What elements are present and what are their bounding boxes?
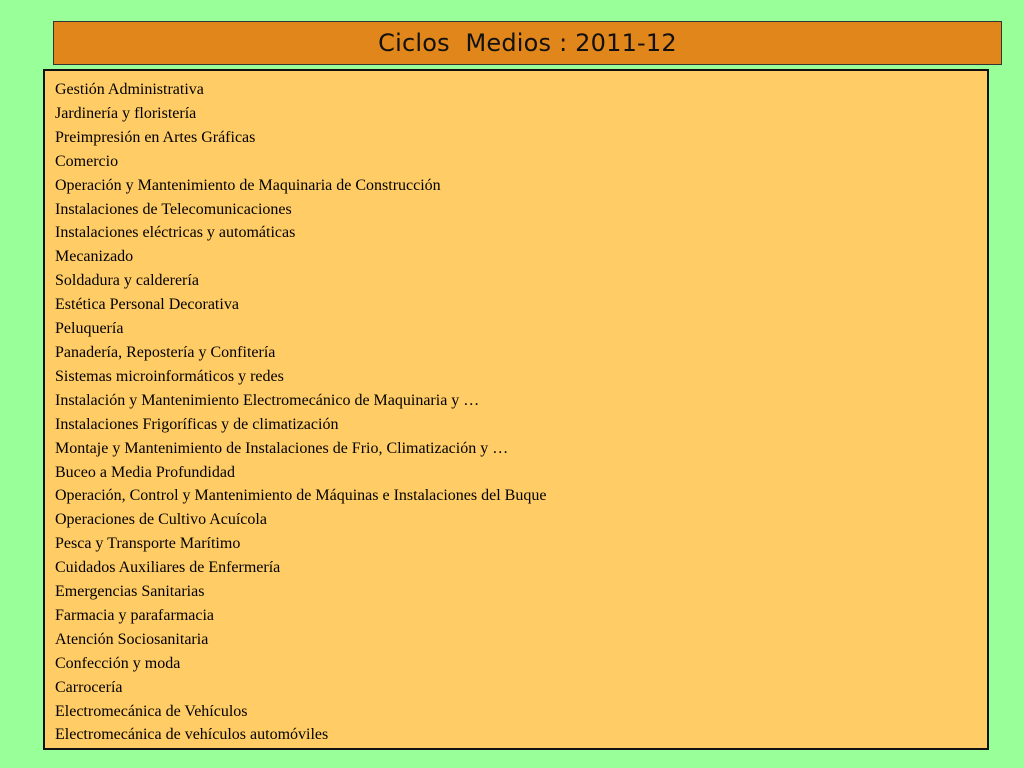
list-item: Farmacia y parafarmacia: [55, 606, 215, 624]
list-item: Pesca y Transporte Marítimo: [55, 535, 241, 553]
list-item: Mecanizado: [55, 248, 134, 266]
list-item: Comercio: [55, 152, 119, 170]
list-item: Instalaciones Frigoríficas y de climatización: [55, 415, 339, 433]
course-list-panel: [43, 69, 989, 750]
list-item: Estética Personal Decorativa: [55, 296, 239, 314]
list-item: Panadería, Repostería y Confitería: [55, 343, 276, 361]
list-item: Gestión Administrativa: [55, 81, 204, 98]
list-item: Preimpresión en Artes Gráficas: [55, 128, 256, 146]
list-item: Atención Sociosanitaria: [55, 630, 209, 648]
course-list: [55, 78, 987, 747]
list-item: Montaje y Mantenimiento de Instalaciones de Frio, Climatización y …: [55, 439, 509, 457]
list-item: Electromecánica de vehículos automóviles: [55, 726, 329, 744]
list-item: Soldadura y calderería: [55, 272, 199, 290]
list-item: Operaciones de Cultivo Acuícola: [55, 511, 267, 529]
list-item: Instalación y Mantenimiento Electromecánico de Maquinaria y …: [55, 391, 480, 409]
list-item: Emergencias Sanitarias: [55, 583, 205, 601]
list-item: Operación, Control y Mantenimiento de Máquinas e Instalaciones del Buque: [55, 487, 547, 505]
list-item: Cuidados Auxiliares de Enfermería: [55, 559, 281, 577]
list-item: Electromecánica de Vehículos: [55, 702, 248, 720]
page-title: Ciclos Medios : 2011-12: [378, 29, 677, 57]
title-banner: [53, 21, 1002, 65]
list-item: Instalaciones de Telecomunicaciones: [55, 200, 292, 218]
list-item: Peluquería: [55, 320, 124, 338]
list-item: Buceo a Media Profundidad: [55, 463, 235, 481]
list-item: Instalaciones eléctricas y automáticas: [55, 224, 296, 242]
list-item: Carrocería: [55, 678, 123, 696]
list-item: Sistemas microinformáticos y redes: [55, 367, 284, 385]
list-item: Jardinería y floristería: [55, 104, 197, 122]
list-item: Operación y Mantenimiento de Maquinaria de Construcción: [55, 176, 441, 194]
list-item: Confección y moda: [55, 654, 181, 672]
